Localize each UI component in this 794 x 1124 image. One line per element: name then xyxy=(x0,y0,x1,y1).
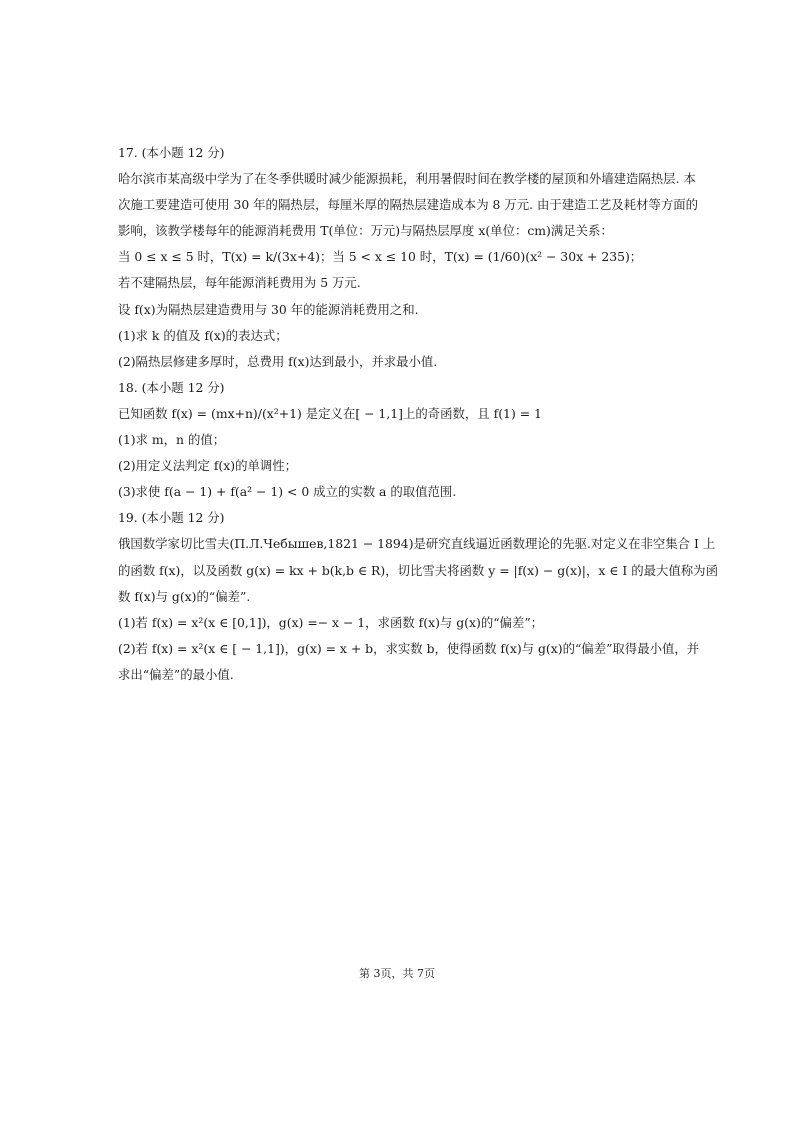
sub-question: 求出“偏差”的最小值. xyxy=(118,666,234,682)
sub-question: (1)求 m，n 的值； xyxy=(118,432,226,448)
problem-text-line: 设 f(x)为隔热层建造费用与 30 年的能源消耗费用之和. xyxy=(118,301,419,317)
sub-question: (2)若 f(x) = x²(x ∈ [ − 1,1])，g(x) = x + b，求实数 b，使得函数 f(x)与 g(x)的“偏差”取得最小值，并 xyxy=(118,640,700,656)
sub-question: (1)求 k 的值及 f(x)的表达式； xyxy=(118,327,288,343)
problem-text-line: 俄国数学家切比雪夫(П.Л.Чебышев,1821 − 1894)是研究直线逼近函数理论的先驱.对定义在非空集合 I 上 xyxy=(118,536,716,552)
sub-question: (3)求使 f(a − 1) + f(a² − 1) < 0 成立的实数 a 的取值范围. xyxy=(118,484,457,500)
problem-text-line: 的函数 f(x)，以及函数 g(x) = kx + b(k,b ∈ R)，切比雪夫将函数 y = |f(x) − g(x)|，x ∈ I 的最大值称为函 xyxy=(118,562,718,578)
problem-text-line: 已知函数 f(x) = (mx+n)/(x²+1) 是定义在[ − 1,1]上的奇函数，且 f(1) = 1 xyxy=(118,405,542,421)
sub-question: (2)隔热层修建多厚时，总费用 f(x)达到最小，并求最小值. xyxy=(118,353,438,369)
problem-text-line: 次施工要建造可使用 30 年的隔热层，每厘米厚的隔热层建造成本为 8 万元. 由于建造工艺及耗材等方面的 xyxy=(118,197,699,213)
sub-question: (2)用定义法判定 f(x)的单调性； xyxy=(118,458,298,474)
problem-text-line: 影响，该教学楼每年的能源消耗费用 T(单位：万元)与隔热层厚度 x(单位：cm)满足关系： xyxy=(118,223,613,239)
page-content xyxy=(118,140,718,688)
problem-17 xyxy=(118,140,699,375)
problem-text-line: 若不建隔热层，每年能源消耗费用为 5 万元. xyxy=(118,275,361,291)
problem-header: 19. (本小题 12 分) xyxy=(118,510,225,526)
problem-header: 18. (本小题 12 分) xyxy=(118,379,225,395)
problem-text-line: 数 f(x)与 g(x)的“偏差”. xyxy=(118,588,251,604)
problem-header: 17. (本小题 12 分) xyxy=(118,145,225,160)
problem-text-line: 当 0 ≤ x ≤ 5 时，T(x) = k/(3x+4)；当 5 < x ≤ 10 时，T(x) = (1/60)(x² − 30x + 235)； xyxy=(118,249,643,265)
problem-19 xyxy=(118,505,718,688)
page-number-footer: 第 3页，共 7页 xyxy=(359,967,435,980)
problem-text-line: 哈尔滨市某高级中学为了在冬季供暖时减少能源损耗，利用暑假时间在教学楼的屋顶和外墙建造隔热层. 本 xyxy=(118,171,696,187)
problem-18 xyxy=(118,375,688,505)
sub-question: (1)若 f(x) = x²(x ∈ [0,1])，g(x) =− x − 1，求函数 f(x)与 g(x)的“偏差”； xyxy=(118,614,544,630)
